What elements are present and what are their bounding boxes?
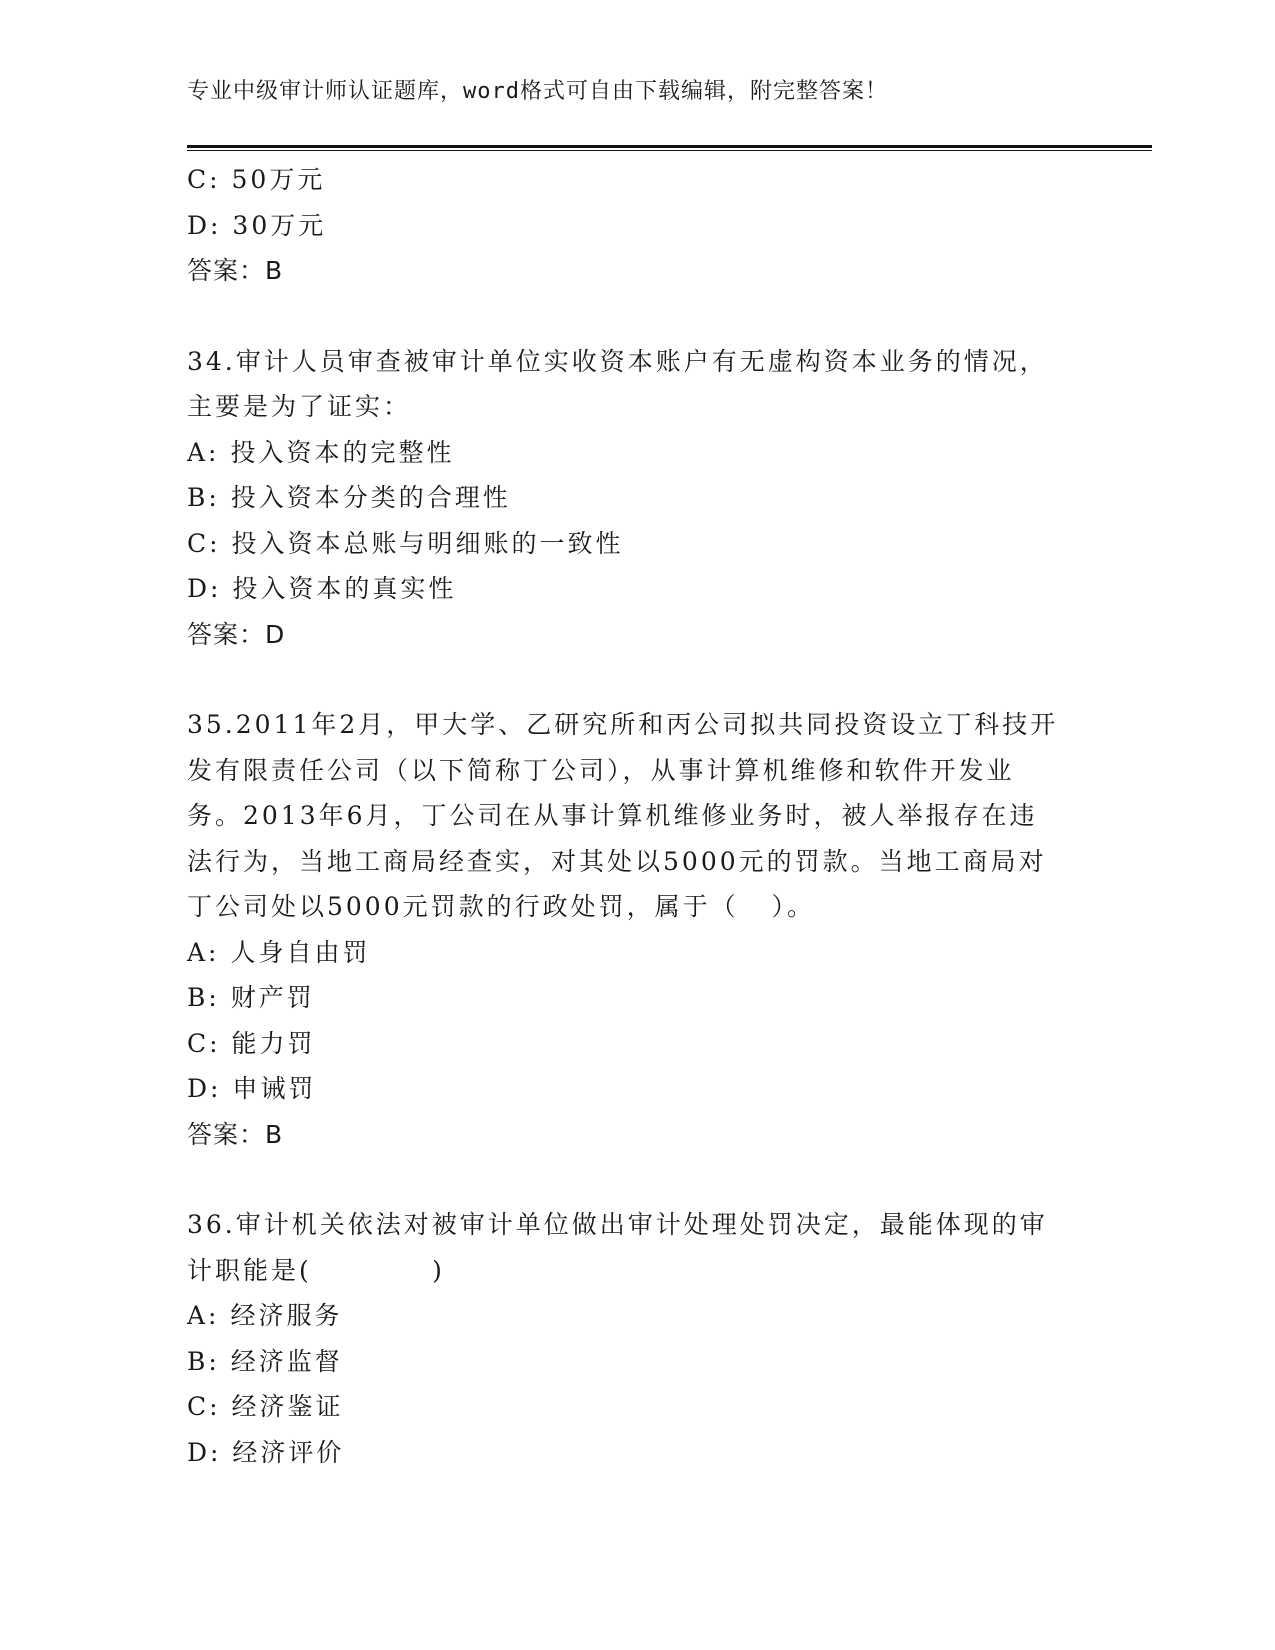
option-a bbox=[187, 930, 1087, 976]
question-stem-line: 计职能是( ) bbox=[187, 1255, 445, 1285]
question-stem-line: 34.审计人员审查被审计单位实收资本账户有无虚构资本业务的情况， bbox=[187, 346, 1048, 376]
option-text: 投入资本的完整性 bbox=[230, 437, 455, 467]
question-34 bbox=[187, 339, 1087, 658]
question-content bbox=[187, 157, 1087, 1475]
option-text: 能力罚 bbox=[231, 1028, 316, 1058]
question-stem-line: 法行为，当地工商局经查实，对其处以5000元的罚款。当地工商局对 bbox=[187, 846, 1047, 876]
option-text: 投入资本分类的合理性 bbox=[230, 483, 511, 512]
question-stem-line: 发有限责任公司（以下简称丁公司），从事计算机维修和软件开发业 bbox=[187, 755, 1015, 785]
option-label: A: bbox=[187, 937, 220, 967]
option-label: C: bbox=[187, 165, 221, 194]
option-text: 财产罚 bbox=[230, 983, 315, 1012]
option-text: 投入资本的真实性 bbox=[232, 574, 457, 603]
option-text: 50万元 bbox=[231, 165, 326, 194]
option-label: B: bbox=[187, 983, 220, 1012]
option-label: D: bbox=[187, 1074, 222, 1103]
question-stem-line: 丁公司处以5000元罚款的行政处罚，属于（ ）。 bbox=[187, 892, 815, 921]
option-a bbox=[187, 1293, 1087, 1339]
option-label: C: bbox=[187, 1028, 221, 1058]
option-c bbox=[187, 1384, 1087, 1430]
option-label: C: bbox=[187, 1392, 221, 1421]
option-b bbox=[187, 975, 1087, 1021]
question-35 bbox=[187, 702, 1087, 1157]
answer-line: 答案：B bbox=[187, 1119, 284, 1149]
option-text: 人身自由罚 bbox=[230, 937, 371, 967]
option-b bbox=[187, 475, 1087, 521]
option-label: A: bbox=[187, 1301, 220, 1330]
option-text: 经济服务 bbox=[230, 1301, 343, 1330]
option-label: B: bbox=[187, 1346, 220, 1376]
option-label: A: bbox=[187, 437, 220, 467]
option-b bbox=[187, 1339, 1087, 1385]
option-text: 经济监督 bbox=[230, 1346, 343, 1376]
question-stem-line: 主要是为了证实： bbox=[187, 392, 412, 421]
previous-question-tail bbox=[187, 157, 1087, 294]
option-text: 申诫罚 bbox=[232, 1074, 317, 1103]
option-label: D: bbox=[187, 1437, 222, 1467]
option-d bbox=[187, 1430, 1087, 1476]
option-d bbox=[187, 1066, 1087, 1112]
answer-line: 答案：B bbox=[187, 256, 284, 285]
option-c bbox=[187, 157, 1087, 203]
question-stem-line: 务。2013年6月，丁公司在从事计算机维修业务时，被人举报存在违 bbox=[187, 801, 1038, 830]
question-stem-line: 35.2011年2月，甲大学、乙研究所和丙公司拟共同投资设立丁科技开 bbox=[187, 710, 1059, 739]
option-text: 30万元 bbox=[232, 210, 327, 240]
header-divider bbox=[187, 145, 1152, 151]
option-d bbox=[187, 203, 1087, 249]
option-d bbox=[187, 566, 1087, 612]
option-c bbox=[187, 1021, 1087, 1067]
option-text: 经济评价 bbox=[232, 1437, 345, 1467]
option-text: 投入资本总账与明细账的一致性 bbox=[231, 528, 624, 558]
option-label: D: bbox=[187, 574, 222, 603]
question-36 bbox=[187, 1202, 1087, 1475]
question-stem-line: 36.审计机关依法对被审计单位做出审计处理处罚决定，最能体现的审 bbox=[187, 1210, 1048, 1239]
answer-line: 答案：D bbox=[187, 619, 286, 649]
option-a bbox=[187, 430, 1087, 476]
option-c bbox=[187, 521, 1087, 567]
option-text: 经济鉴证 bbox=[231, 1392, 344, 1421]
page-header: 专业中级审计师认证题库，word格式可自由下载编辑，附完整答案！ bbox=[187, 79, 888, 104]
option-label: C: bbox=[187, 528, 221, 558]
option-label: B: bbox=[187, 483, 220, 512]
option-label: D: bbox=[187, 210, 222, 240]
